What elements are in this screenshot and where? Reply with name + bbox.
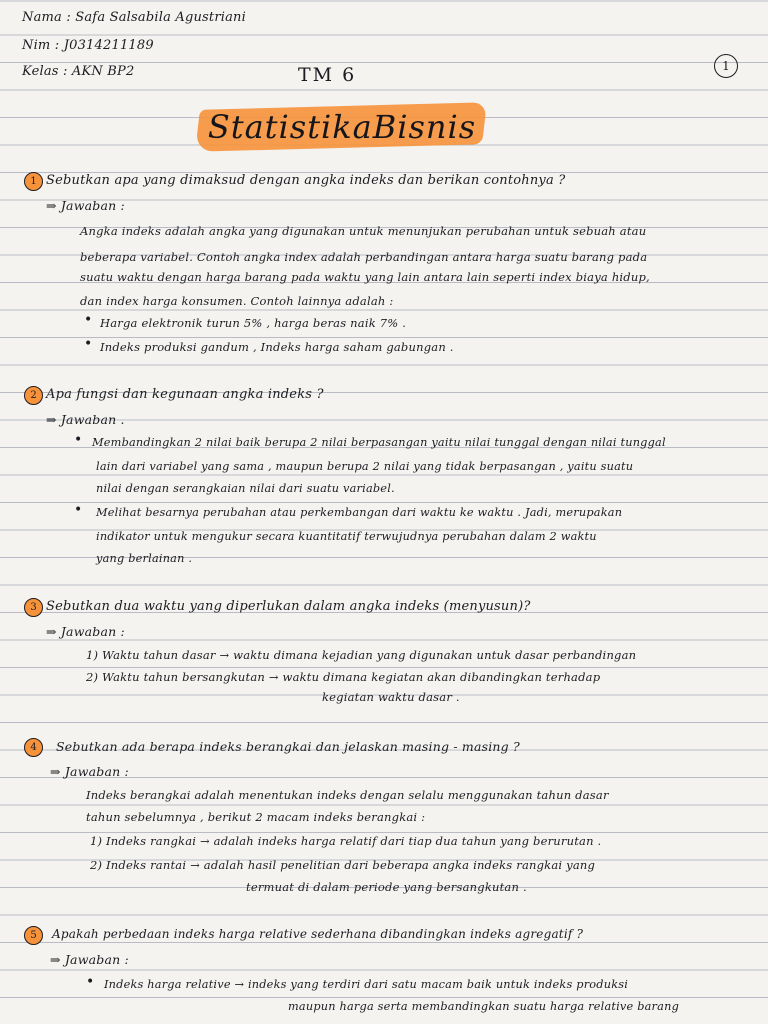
answer-5-bullet-1: Indeks harga relative → indeks yang terdiri dari satu macam baik untuk indeks produksi [104, 978, 629, 991]
answer-5-continuation: maupun harga serta membandingkan suatu harga relative barang [288, 1000, 680, 1013]
bullet-dot: • [84, 336, 93, 352]
answer-label-5: ⇒ Jawaban : [50, 952, 129, 967]
answer-2-bullet-2-line-1: Melihat besarnya perubahan atau perkembangan dari waktu ke waktu . Jadi, merupakan [96, 506, 623, 519]
question-number-1: 1 [24, 172, 43, 191]
answer-2-bullet-1-line-3: nilai dengan serangkaian nilai dari suatu variabel. [96, 482, 395, 495]
answer-1-line-4: dan index harga konsumen. Contoh lainnya adalah : [80, 294, 394, 308]
student-class: Kelas : AKN BP2 [22, 64, 135, 79]
answer-4-continuation: termuat di dalam periode yang bersangkutan . [246, 880, 527, 894]
answer-2-bullet-2-line-2: indikator untuk mengukur secara kuantitatif terwujudnya perubahan dalam 2 waktu [96, 530, 597, 543]
page-title [198, 102, 484, 154]
question-number-4: 4 [24, 738, 43, 757]
question-number-5: 5 [24, 926, 43, 945]
answer-label-4: ⇒ Jawaban : [50, 764, 129, 779]
answer-2-bullet-2-line-3: yang berlainan . [96, 552, 193, 565]
answer-4-item-2: 2) Indeks rantai → adalah hasil penelitian dari beberapa angka indeks rangkai yang [90, 858, 596, 872]
answer-1-line-1: Angka indeks adalah angka yang digunakan untuk menunjukan perubahan untuk sebuah atau [80, 224, 647, 238]
answer-label-2: ⇒ Jawaban . [46, 412, 125, 427]
question-3: Sebutkan dua waktu yang diperlukan dalam angka indeks (menyusun)? [46, 599, 531, 614]
question-5: Apakah perbedaan indeks harga relative sederhana dibandingkan indeks agregatif ? [52, 927, 584, 941]
question-number-2: 2 [24, 386, 43, 405]
question-number-3: 3 [24, 598, 43, 617]
answer-1-bullet-2: Indeks produksi gandum , Indeks harga saham gabungan . [100, 340, 454, 354]
question-1: Sebutkan apa yang dimaksud dengan angka indeks dan berikan contohnya ? [46, 173, 566, 188]
question-4: Sebutkan ada berapa indeks berangkai dan jelaskan masing - masing ? [56, 739, 520, 754]
answer-1-bullet-1: Harga elektronik turun 5% , harga beras naik 7% . [100, 316, 407, 330]
answer-3-continuation: kegiatan waktu dasar . [322, 690, 460, 704]
student-name: Nama : Safa Salsabila Agustriani [22, 10, 246, 25]
page-number: 1 [714, 54, 738, 78]
question-2: Apa fungsi dan kegunaan angka indeks ? [46, 387, 324, 402]
session-label: TM 6 [298, 64, 357, 86]
answer-3-item-1: 1) Waktu tahun dasar → waktu dimana kejadian yang digunakan untuk dasar perbandingan [86, 648, 637, 662]
student-nim: Nim : J0314211189 [22, 38, 154, 53]
answer-2-bullet-1-line-2: lain dari variabel yang sama , maupun berupa 2 nilai yang tidak berpasangan , yaitu suatu [96, 460, 634, 473]
bullet-dot: • [84, 312, 93, 328]
bullet-dot: • [74, 502, 83, 518]
bullet-dot: • [86, 974, 95, 990]
answer-4-item-1: 1) Indeks rangkai → adalah indeks harga relatif dari tiap dua tahun yang berurutan . [90, 834, 602, 848]
answer-1-line-3: suatu waktu dengan harga barang pada waktu yang lain antara lain seperti index biaya hidup, [80, 270, 650, 284]
answer-3-item-2: 2) Waktu tahun bersangkutan → waktu dimana kegiatan akan dibandingkan terhadap [86, 670, 601, 684]
answer-2-bullet-1-line-1: Membandingkan 2 nilai baik berupa 2 nilai berpasangan yaitu nilai tunggal dengan nilai tunggal [92, 436, 666, 449]
title-text: StatistikaBisnis [207, 108, 477, 146]
answer-label-3: ⇒ Jawaban : [46, 624, 125, 639]
answer-1-line-2: beberapa variabel. Contoh angka index adalah perbandingan antara harga suatu barang pada [80, 250, 648, 264]
bullet-dot: • [74, 432, 83, 448]
answer-4-line-1: Indeks berangkai adalah menentukan indeks dengan selalu menggunakan tahun dasar [86, 788, 609, 802]
answer-4-line-2: tahun sebelumnya , berikut 2 macam indeks berangkai : [86, 810, 426, 824]
answer-label-1: ⇒ Jawaban : [46, 198, 125, 213]
